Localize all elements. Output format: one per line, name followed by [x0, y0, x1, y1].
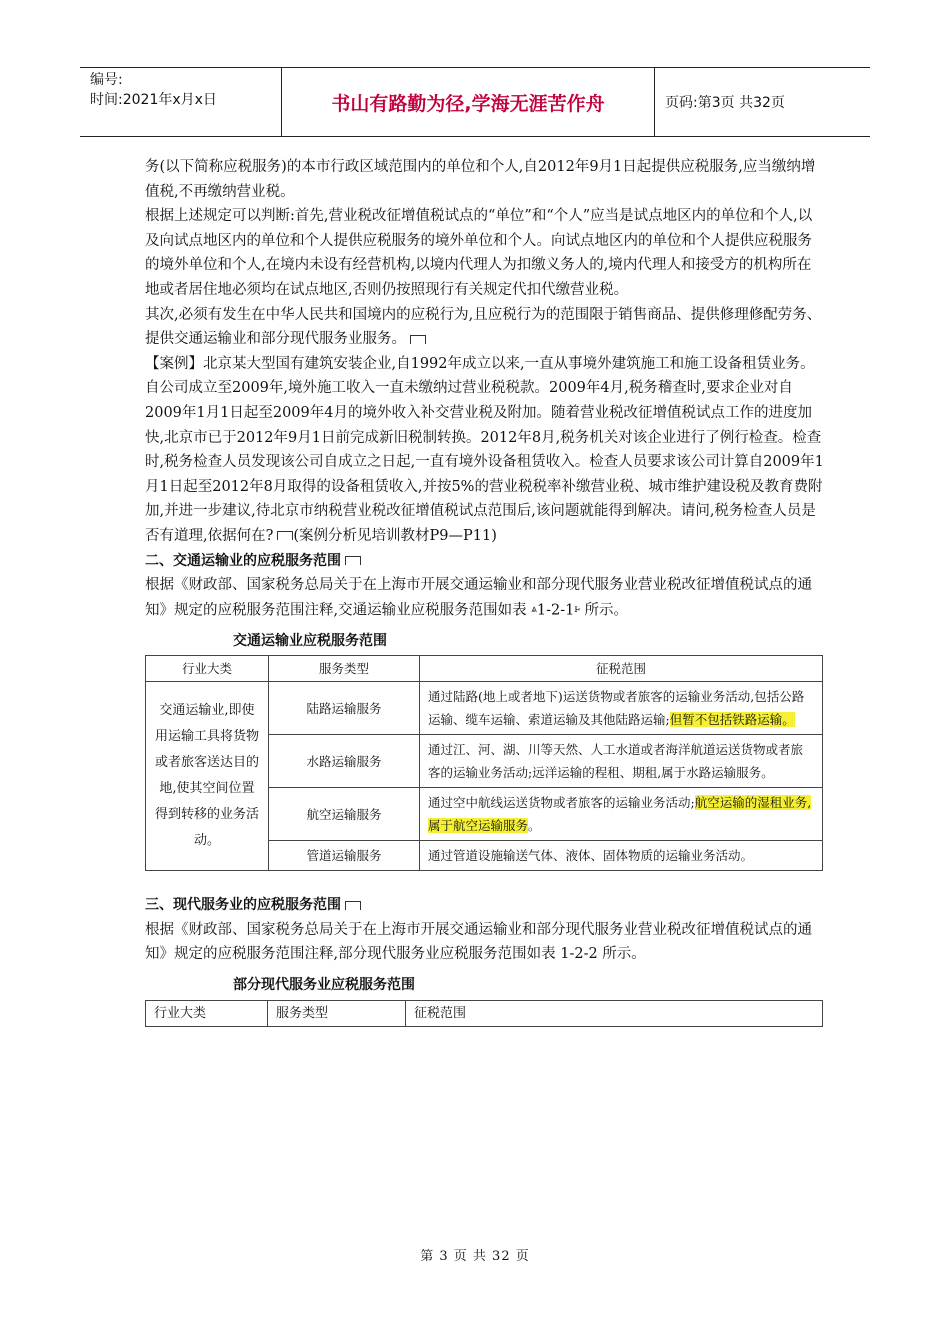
caret-mark-icon: ⩓ — [531, 603, 537, 615]
paragraph-3 — [145, 303, 825, 352]
table-header-row — [146, 656, 823, 682]
section-2-title: 二、交通运输业的应税服务范围 — [145, 552, 341, 569]
scope-cell: 通过江、河、湖、川等天然、人工水道或者海洋航道运送货物或者旅客的运输业务活动;远洋运输的程租、期租,属于水路运输服务。 — [420, 735, 823, 788]
table-1-caption: 交通运输业应税服务范围 — [233, 632, 387, 649]
paragraph-5-text: 根据《财政部、国家税务总局关于在上海市开展交通运输业和部分现代服务业营业税改征增值税试点的通知》规定的应税服务范围注释,交通运输业应税服务范围如表 — [145, 577, 812, 618]
table-header-cell: 征税范围 — [420, 656, 823, 682]
transport-scope-table — [145, 655, 823, 871]
paragraph-5 — [145, 573, 825, 622]
document-number-label: 编号: — [90, 72, 123, 88]
note-mark-icon — [410, 335, 426, 344]
scope-cell — [420, 788, 823, 841]
table-header-cell: 行业大类 — [146, 656, 269, 682]
document-body — [145, 155, 825, 1027]
note-mark-icon — [345, 901, 361, 910]
table-header-cell: 行业大类 — [146, 1000, 268, 1026]
scope-cell — [420, 682, 823, 735]
document-date-label: 时间:2021年x月x日 — [90, 92, 217, 108]
paragraph-1: 务(以下简称应税服务)的本市行政区域范围内的单位和个人,自2012年9月1日起提供应税服务,应当缴纳增值税,不再缴纳营业税。 — [145, 159, 816, 200]
service-type-cell: 水路运输服务 — [269, 735, 420, 788]
highlighted-text: 航空运输的湿租业务,属于航空运输服务 — [428, 795, 812, 834]
paragraph-3-text: 其次,必须有发生在中华人民共和国境内的应税行为,且应税行为的范围限于销售商品、提供修理修配劳务、提供交通运输业和部分现代服务业服务。 — [145, 306, 822, 348]
highlighted-text: 但暂不包括铁路运输。 — [669, 712, 795, 728]
scope-text: 通过空中航线运送货物或者旅客的运输业务活动; — [428, 795, 695, 811]
service-type-cell: 陆路运输服务 — [269, 682, 420, 735]
modern-service-scope-table — [145, 1000, 823, 1027]
table-header-row — [146, 1000, 823, 1026]
table-2-caption: 部分现代服务业应税服务范围 — [233, 976, 415, 993]
table-header-cell: 服务类型 — [269, 656, 420, 682]
table-header-cell: 服务类型 — [268, 1000, 406, 1026]
table-ref: 1-2-1 — [536, 601, 575, 618]
scope-text: 通过陆路(地上或者地下)运送货物或者旅客的运输业务活动,包括公路运输、缆车运输、索道运输及其他陆路运输; — [428, 689, 805, 728]
section-3-heading — [145, 893, 825, 918]
scope-text-end: 。 — [528, 818, 541, 834]
service-type-cell: 管道运输服务 — [269, 841, 420, 871]
header-motto: 书山有路勤为径,学海无涯苦作舟 — [282, 68, 655, 136]
section-2-heading — [145, 549, 825, 574]
table-header-cell: 征税范围 — [406, 1000, 823, 1026]
page-header — [80, 67, 870, 137]
case-paragraph — [145, 352, 825, 549]
note-mark-icon — [345, 556, 361, 565]
paragraph-5-tail: 所示。 — [584, 601, 629, 618]
category-cell: 交通运输业,即使用运输工具将货物或者旅客送达目的地,使其空间位置得到转移的业务活动。 — [146, 682, 269, 871]
header-page-label: 页码:第3页 共32页 — [665, 95, 785, 111]
case-reference: (案例分析见培训教材P9—P11) — [293, 527, 497, 544]
tee-mark-icon: ⱶ — [574, 603, 580, 615]
case-text: 【案例】北京某大型国有建筑安装企业,自1992年成立以来,一直从事境外建筑施工和施工设备租赁业务。自公司成立至2009年,境外施工收入一直未缴纳过营业税税款。2009年4月,税务稽查时,要求企业对自2009年1月1日起至2009年4月的境外收入补交营业税及附加。随着营业税改征增值税试点工作的进度加快,北京市已于2012年9月1日前完成新旧税制转换。2012年8月,税务机关对该企业进行了例行检查。检查时,税务检查人员发现该公司自成立之日起,一直有境外设备租赁收入。检查人员要求该公司计算自2009年1月1日起至2012年8月取得的设备租赁收入,并按5%的营业税税率补缴营业税、城市维护建设税及教育费附加,并进一步建议,待北京市纳税营业税改征增值税试点范围后,该问题就能得到解决。请问,税务检查人员是否有道理,依据何在? — [145, 355, 824, 544]
page-footer: 第 3 页 共 32 页 — [420, 1249, 530, 1264]
service-type-cell: 航空运输服务 — [269, 788, 420, 841]
note-mark-icon — [277, 531, 293, 540]
header-meta — [80, 68, 282, 136]
paragraph-6: 根据《财政部、国家税务总局关于在上海市开展交通运输业和部分现代服务业营业税改征增值税试点的通知》规定的应税服务范围注释,部分现代服务业应税服务范围如表 1-2-2 所示。 — [145, 921, 812, 963]
table-row — [146, 682, 823, 735]
paragraph-2: 根据上述规定可以判断:首先,营业税改征增值税试点的“单位”和“个人”应当是试点地区内的单位和个人,以及向试点地区内的单位和个人提供应税服务的境外单位和个人。向试点地区内的单位和个人提供应税服务的境外单位和个人,在境内未设有经营机构,以境内代理人为扣缴义务人的,境内代理人和接受方的机构所在地或者居住地必须均在试点地区,否则仍按照现行有关规定代扣代缴营业税。 — [145, 208, 813, 298]
scope-cell: 通过管道设施输送气体、液体、固体物质的运输业务活动。 — [420, 841, 823, 871]
section-3-title: 三、现代服务业的应税服务范围 — [145, 897, 341, 914]
